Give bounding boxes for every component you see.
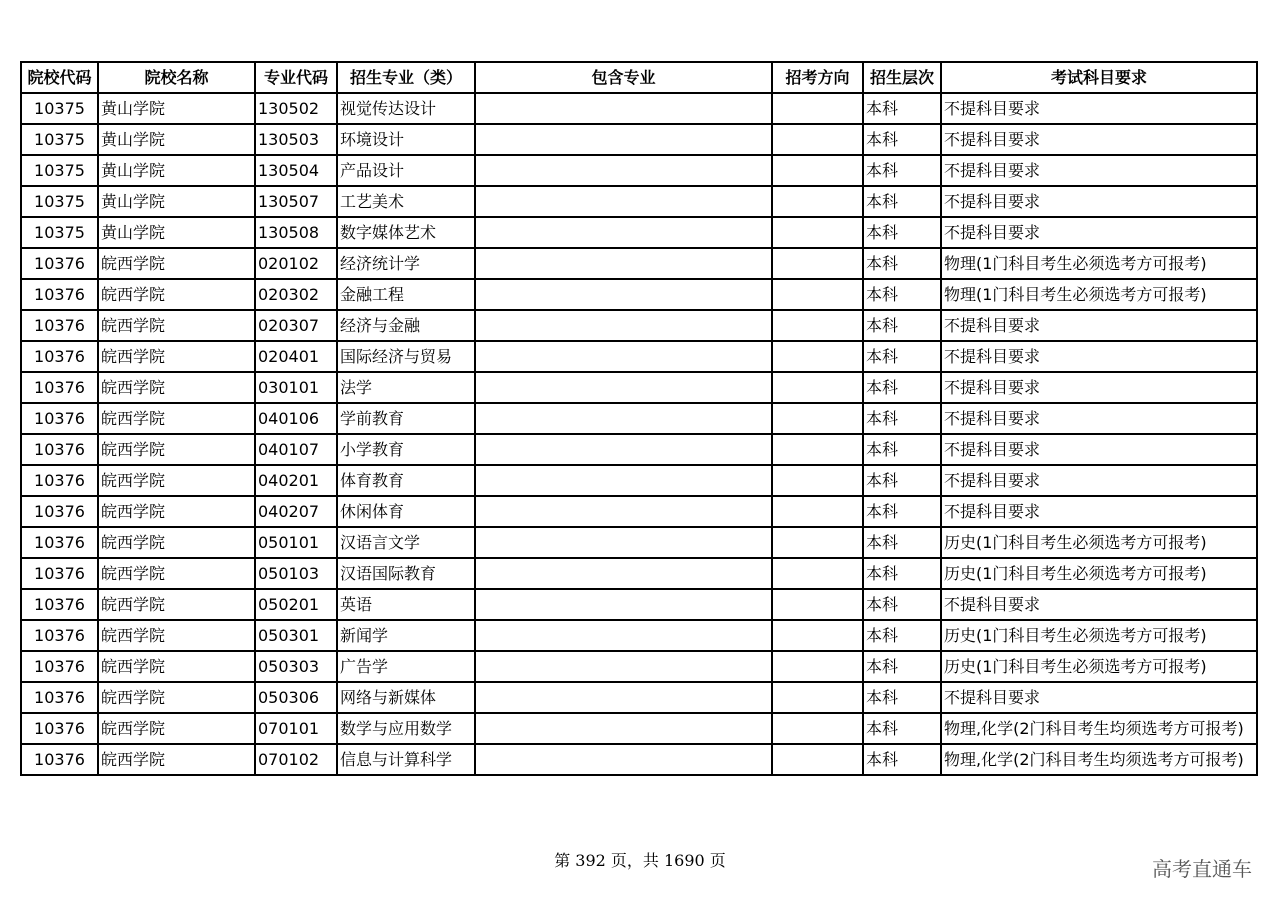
cell-major-code: 130503	[255, 124, 337, 155]
cell-direction	[772, 403, 863, 434]
cell-level: 本科	[863, 341, 941, 372]
cell-major: 体育教育	[337, 465, 475, 496]
cell-school-name: 皖西学院	[98, 744, 255, 775]
cell-level: 本科	[863, 217, 941, 248]
cell-level: 本科	[863, 713, 941, 744]
table-header-row	[21, 62, 1257, 93]
cell-included-majors	[475, 248, 772, 279]
cell-subject-requirement: 历史(1门科目考生必须选考方可报考)	[941, 558, 1257, 589]
cell-school-code: 10376	[21, 496, 98, 527]
cell-major-code: 020102	[255, 248, 337, 279]
header-included-majors: 包含专业	[475, 62, 772, 93]
cell-included-majors	[475, 682, 772, 713]
cell-subject-requirement: 不提科目要求	[941, 310, 1257, 341]
cell-school-code: 10376	[21, 403, 98, 434]
cell-major-code: 020307	[255, 310, 337, 341]
cell-subject-requirement: 不提科目要求	[941, 155, 1257, 186]
cell-school-name: 皖西学院	[98, 403, 255, 434]
table-row	[21, 279, 1257, 310]
cell-school-name: 黄山学院	[98, 217, 255, 248]
cell-level: 本科	[863, 682, 941, 713]
cell-direction	[772, 465, 863, 496]
cell-direction	[772, 310, 863, 341]
cell-major: 工艺美术	[337, 186, 475, 217]
cell-direction	[772, 589, 863, 620]
cell-level: 本科	[863, 496, 941, 527]
cell-school-code: 10375	[21, 155, 98, 186]
cell-major: 经济与金融	[337, 310, 475, 341]
cell-level: 本科	[863, 279, 941, 310]
cell-major-code: 050201	[255, 589, 337, 620]
cell-school-code: 10376	[21, 434, 98, 465]
cell-level: 本科	[863, 310, 941, 341]
cell-school-code: 10376	[21, 651, 98, 682]
cell-subject-requirement: 不提科目要求	[941, 372, 1257, 403]
cell-school-code: 10376	[21, 248, 98, 279]
cell-direction	[772, 434, 863, 465]
cell-school-name: 黄山学院	[98, 124, 255, 155]
cell-major: 休闲体育	[337, 496, 475, 527]
table-row	[21, 155, 1257, 186]
cell-major-code: 050103	[255, 558, 337, 589]
cell-subject-requirement: 历史(1门科目考生必须选考方可报考)	[941, 527, 1257, 558]
cell-subject-requirement: 物理(1门科目考生必须选考方可报考)	[941, 279, 1257, 310]
cell-school-name: 皖西学院	[98, 713, 255, 744]
cell-included-majors	[475, 434, 772, 465]
cell-school-name: 皖西学院	[98, 527, 255, 558]
cell-major: 国际经济与贸易	[337, 341, 475, 372]
table-row	[21, 93, 1257, 124]
cell-direction	[772, 279, 863, 310]
cell-major: 小学教育	[337, 434, 475, 465]
cell-school-name: 皖西学院	[98, 558, 255, 589]
header-major: 招生专业（类）	[337, 62, 475, 93]
cell-major-code: 020302	[255, 279, 337, 310]
cell-major: 英语	[337, 589, 475, 620]
cell-school-code: 10376	[21, 558, 98, 589]
cell-school-name: 皖西学院	[98, 465, 255, 496]
cell-included-majors	[475, 155, 772, 186]
cell-direction	[772, 124, 863, 155]
cell-direction	[772, 620, 863, 651]
table-row	[21, 744, 1257, 775]
cell-major-code: 130502	[255, 93, 337, 124]
enrollment-table	[20, 61, 1258, 776]
cell-school-name: 皖西学院	[98, 372, 255, 403]
cell-direction	[772, 93, 863, 124]
table-row	[21, 217, 1257, 248]
cell-school-name: 皖西学院	[98, 341, 255, 372]
cell-major-code: 040201	[255, 465, 337, 496]
cell-included-majors	[475, 589, 772, 620]
table-row	[21, 713, 1257, 744]
cell-direction	[772, 558, 863, 589]
cell-major: 学前教育	[337, 403, 475, 434]
cell-major: 广告学	[337, 651, 475, 682]
header-major-code: 专业代码	[255, 62, 337, 93]
cell-subject-requirement: 不提科目要求	[941, 341, 1257, 372]
cell-direction	[772, 341, 863, 372]
table-row	[21, 124, 1257, 155]
cell-major-code: 130507	[255, 186, 337, 217]
cell-included-majors	[475, 465, 772, 496]
cell-direction	[772, 651, 863, 682]
cell-major: 数字媒体艺术	[337, 217, 475, 248]
cell-school-code: 10376	[21, 279, 98, 310]
cell-direction	[772, 155, 863, 186]
cell-school-name: 黄山学院	[98, 155, 255, 186]
cell-included-majors	[475, 372, 772, 403]
cell-included-majors	[475, 527, 772, 558]
cell-included-majors	[475, 124, 772, 155]
table-row	[21, 682, 1257, 713]
cell-school-code: 10375	[21, 186, 98, 217]
cell-major-code: 070101	[255, 713, 337, 744]
cell-major-code: 020401	[255, 341, 337, 372]
table-row	[21, 403, 1257, 434]
cell-level: 本科	[863, 744, 941, 775]
cell-direction	[772, 713, 863, 744]
cell-school-name: 黄山学院	[98, 93, 255, 124]
cell-school-name: 黄山学院	[98, 186, 255, 217]
cell-included-majors	[475, 651, 772, 682]
cell-included-majors	[475, 558, 772, 589]
cell-major-code: 050306	[255, 682, 337, 713]
header-level: 招生层次	[863, 62, 941, 93]
cell-school-code: 10376	[21, 713, 98, 744]
cell-included-majors	[475, 403, 772, 434]
cell-direction	[772, 372, 863, 403]
cell-major: 汉语国际教育	[337, 558, 475, 589]
cell-level: 本科	[863, 372, 941, 403]
cell-level: 本科	[863, 93, 941, 124]
cell-school-name: 皖西学院	[98, 279, 255, 310]
cell-subject-requirement: 物理,化学(2门科目考生均须选考方可报考)	[941, 744, 1257, 775]
table-row	[21, 558, 1257, 589]
cell-level: 本科	[863, 465, 941, 496]
cell-major-code: 040106	[255, 403, 337, 434]
cell-major-code: 050101	[255, 527, 337, 558]
cell-level: 本科	[863, 248, 941, 279]
cell-major: 视觉传达设计	[337, 93, 475, 124]
cell-school-name: 皖西学院	[98, 682, 255, 713]
cell-subject-requirement: 不提科目要求	[941, 217, 1257, 248]
cell-level: 本科	[863, 651, 941, 682]
cell-direction	[772, 496, 863, 527]
cell-subject-requirement: 不提科目要求	[941, 465, 1257, 496]
cell-school-name: 皖西学院	[98, 248, 255, 279]
cell-included-majors	[475, 620, 772, 651]
cell-included-majors	[475, 279, 772, 310]
cell-subject-requirement: 不提科目要求	[941, 434, 1257, 465]
cell-school-code: 10375	[21, 217, 98, 248]
table-row	[21, 372, 1257, 403]
cell-major: 网络与新媒体	[337, 682, 475, 713]
cell-school-code: 10376	[21, 527, 98, 558]
cell-direction	[772, 744, 863, 775]
header-subject-requirement: 考试科目要求	[941, 62, 1257, 93]
cell-major: 金融工程	[337, 279, 475, 310]
cell-major-code: 030101	[255, 372, 337, 403]
cell-level: 本科	[863, 403, 941, 434]
cell-direction	[772, 248, 863, 279]
cell-level: 本科	[863, 527, 941, 558]
cell-subject-requirement: 不提科目要求	[941, 496, 1257, 527]
cell-school-code: 10376	[21, 341, 98, 372]
cell-level: 本科	[863, 558, 941, 589]
cell-subject-requirement: 不提科目要求	[941, 124, 1257, 155]
cell-school-code: 10376	[21, 589, 98, 620]
table-row	[21, 465, 1257, 496]
table-body	[21, 93, 1257, 775]
cell-included-majors	[475, 713, 772, 744]
page-number: 第 392 页，共 1690 页	[554, 851, 726, 870]
table-row	[21, 496, 1257, 527]
cell-included-majors	[475, 217, 772, 248]
table-row	[21, 589, 1257, 620]
watermark-text: 高考直通车	[1152, 857, 1252, 881]
cell-school-name: 皖西学院	[98, 589, 255, 620]
cell-subject-requirement: 不提科目要求	[941, 589, 1257, 620]
cell-school-name: 皖西学院	[98, 620, 255, 651]
cell-major-code: 040207	[255, 496, 337, 527]
cell-included-majors	[475, 341, 772, 372]
cell-school-name: 皖西学院	[98, 496, 255, 527]
table-row	[21, 310, 1257, 341]
cell-school-code: 10376	[21, 682, 98, 713]
cell-subject-requirement: 不提科目要求	[941, 186, 1257, 217]
cell-major-code: 050303	[255, 651, 337, 682]
cell-major: 汉语言文学	[337, 527, 475, 558]
table-row	[21, 248, 1257, 279]
cell-subject-requirement: 历史(1门科目考生必须选考方可报考)	[941, 620, 1257, 651]
cell-subject-requirement: 物理(1门科目考生必须选考方可报考)	[941, 248, 1257, 279]
cell-school-code: 10376	[21, 465, 98, 496]
cell-school-code: 10376	[21, 620, 98, 651]
cell-subject-requirement: 不提科目要求	[941, 682, 1257, 713]
cell-level: 本科	[863, 589, 941, 620]
cell-school-code: 10375	[21, 124, 98, 155]
cell-subject-requirement: 不提科目要求	[941, 93, 1257, 124]
table-row	[21, 527, 1257, 558]
cell-school-code: 10376	[21, 372, 98, 403]
cell-included-majors	[475, 186, 772, 217]
cell-included-majors	[475, 496, 772, 527]
cell-level: 本科	[863, 124, 941, 155]
cell-major-code: 040107	[255, 434, 337, 465]
table-row	[21, 620, 1257, 651]
table-row	[21, 341, 1257, 372]
cell-school-name: 皖西学院	[98, 434, 255, 465]
cell-direction	[772, 217, 863, 248]
cell-school-code: 10376	[21, 744, 98, 775]
table-row	[21, 434, 1257, 465]
cell-direction	[772, 527, 863, 558]
cell-major: 新闻学	[337, 620, 475, 651]
table-row	[21, 651, 1257, 682]
cell-level: 本科	[863, 155, 941, 186]
cell-included-majors	[475, 93, 772, 124]
cell-school-code: 10375	[21, 93, 98, 124]
cell-major-code: 130508	[255, 217, 337, 248]
cell-major: 法学	[337, 372, 475, 403]
cell-subject-requirement: 不提科目要求	[941, 403, 1257, 434]
cell-school-name: 皖西学院	[98, 651, 255, 682]
cell-school-name: 皖西学院	[98, 310, 255, 341]
cell-included-majors	[475, 310, 772, 341]
cell-subject-requirement: 历史(1门科目考生必须选考方可报考)	[941, 651, 1257, 682]
cell-school-code: 10376	[21, 310, 98, 341]
cell-level: 本科	[863, 434, 941, 465]
header-direction: 招考方向	[772, 62, 863, 93]
cell-direction	[772, 682, 863, 713]
header-school-name: 院校名称	[98, 62, 255, 93]
cell-major: 经济统计学	[337, 248, 475, 279]
cell-major: 产品设计	[337, 155, 475, 186]
cell-major-code: 070102	[255, 744, 337, 775]
cell-level: 本科	[863, 620, 941, 651]
header-school-code: 院校代码	[21, 62, 98, 93]
cell-direction	[772, 186, 863, 217]
cell-level: 本科	[863, 186, 941, 217]
cell-major: 环境设计	[337, 124, 475, 155]
cell-included-majors	[475, 744, 772, 775]
cell-major-code: 050301	[255, 620, 337, 651]
cell-major: 信息与计算科学	[337, 744, 475, 775]
cell-major-code: 130504	[255, 155, 337, 186]
cell-major: 数学与应用数学	[337, 713, 475, 744]
cell-subject-requirement: 物理,化学(2门科目考生均须选考方可报考)	[941, 713, 1257, 744]
table-row	[21, 186, 1257, 217]
